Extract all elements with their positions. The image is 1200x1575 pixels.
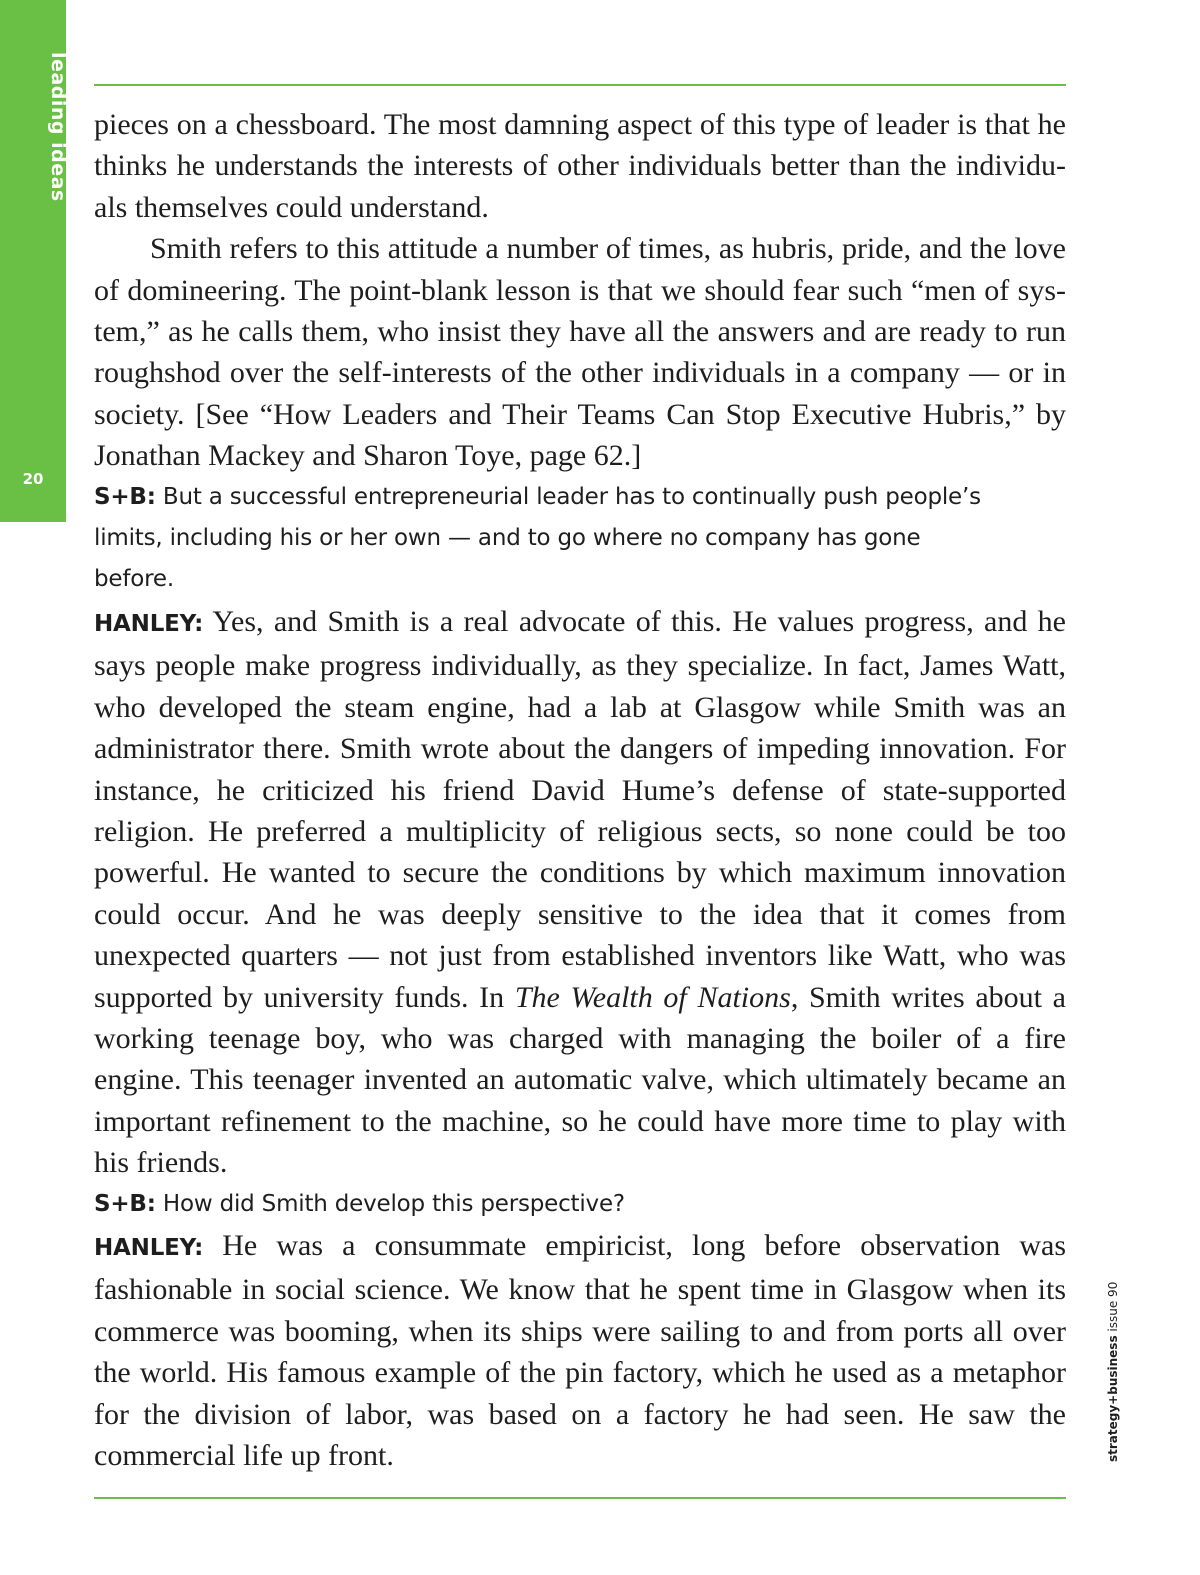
- paragraph-men-of-system: Smith refers to this attitude a number of times, as hubris, pride, and the love of domineering. The point-blank lesson is that we should fear such “men of system,” as he calls them, who insist they have all the answers and are ready to run roughshod over the self-interests of the other individuals in a company — or in society. [See “How Leaders and Their Teams Can Stop Executive Hubris,” by Jonathan Mackey and Sharon Toye, page 62.]: [94, 232, 1066, 473]
- answer-text: He was a consummate empiricist, long before observation was fashionable in social science. We know that he spent time in Glasgow when its commerce was booming, when its ships were sailing to and from ports all over the world. His famous example of the pin factory, which he used as a metaphor for the division of labor, was based on a factory he had seen. He saw the commercial life up front.: [94, 1228, 1066, 1472]
- answer-text: Yes, and Smith is a real advocate of this. He values progress, and he says people make progress individually, as they specialize. In fact, James Watt, who developed the steam engine, had a lab at Glasgow while Smith was an administrator there. Smith wrote about the dangers of impeding innovation. For instance, he criticized his friend David Hume’s defense of state-supported religion. He preferred a multiplicity of religious sects, so none could be too powerful. He wanted to secure the conditions by which maximum innovation could occur. And he was deeply sensitive to the idea that it comes from unexpected quarters — not just from established inventors like Watt, who was supported by university funds. In: [94, 604, 1066, 1014]
- interview-answer: [94, 1225, 1066, 1476]
- section-tab: [0, 0, 69, 522]
- interview-question: [94, 1184, 1066, 1225]
- interview-question: [94, 477, 994, 601]
- publication-name: strategy+business: [1106, 1335, 1120, 1462]
- book-title: The Wealth of Nations: [514, 980, 791, 1014]
- section-label: leading ideas: [47, 52, 69, 202]
- question-label: S+B:: [94, 1190, 156, 1217]
- interview-answer: [94, 601, 1066, 1184]
- question-text: But a successful entrepreneurial leader has to continually push people’s limits, including his or her own — and to go where no company has gone before.: [94, 483, 981, 593]
- answer-label: HANLEY:: [94, 1234, 204, 1261]
- publication-credit: [1106, 1282, 1120, 1462]
- answer-label: HANLEY:: [94, 610, 204, 637]
- page-number: 20: [22, 470, 44, 488]
- paragraph-continuation: pieces on a chessboard. The most damning aspect of this type of leader is that he thinks he understands the interests of other individuals better than the individuals themselves could understand.: [94, 108, 1066, 224]
- question-label: S+B:: [94, 483, 156, 510]
- top-rule: [94, 84, 1066, 86]
- article-body: [94, 104, 1066, 1476]
- issue-number: issue 90: [1106, 1281, 1120, 1332]
- question-text: How did Smith develop this perspective?: [162, 1190, 625, 1217]
- bottom-rule: [94, 1497, 1066, 1499]
- answer-text-continued: , Smith writes about a working teenage boy, who was charged with managing the boiler of a fire engine. This teenager invented an automatic valve, which ultimately became an important refinement to the machine, so he could have more time to play with his friends.: [94, 980, 1066, 1180]
